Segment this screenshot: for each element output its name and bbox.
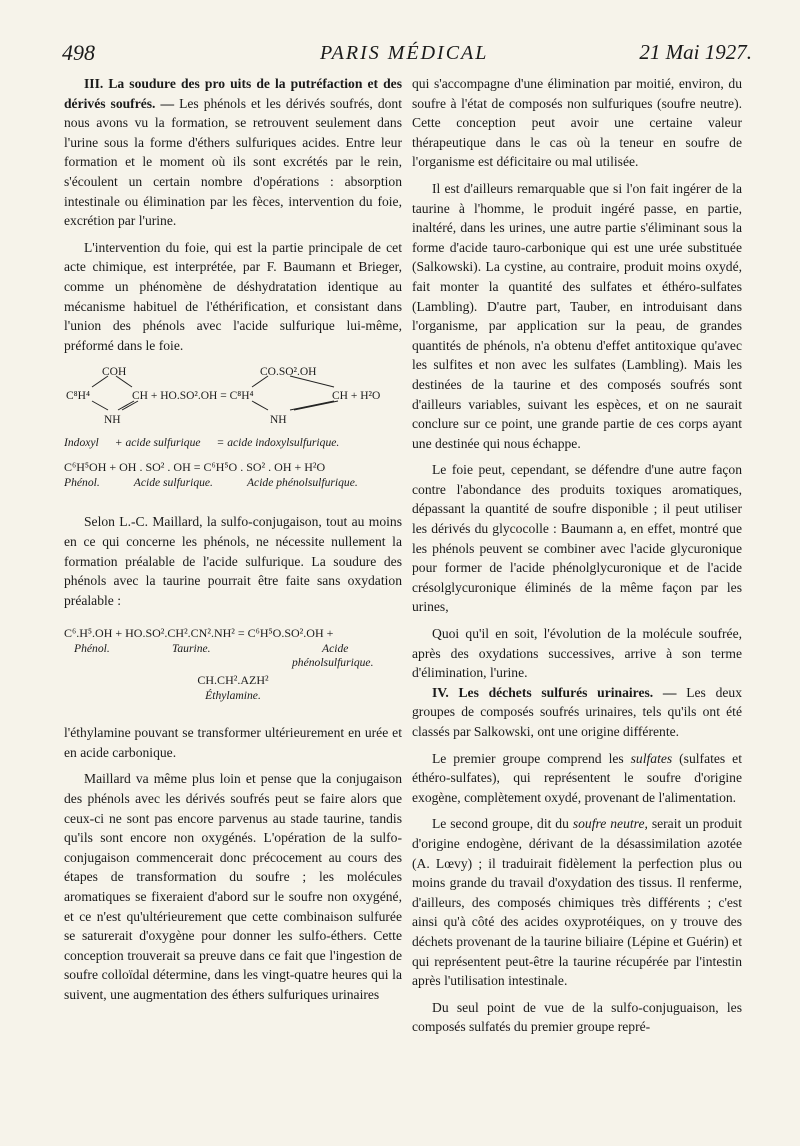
section-iv-text: Les deux groupes de composés soufrés urinaires, tels qu'ils ont été classés par Salkowski, ont une origine différente. bbox=[412, 684, 742, 739]
formula-c8h4-left: C⁸H⁴ bbox=[66, 390, 90, 403]
indoxyl-structural-formula bbox=[64, 363, 402, 435]
second-group-text-b: serait un produit d'origine endogène, dérivant de la désassimilation azotée (A. Lœvy) ; il traduirait fidèlement la perfection plus ou moins grande du travail d'oxydation des tissus. Il renferme, d'ailleurs, des composés chimiques très différents ; c'est ainsi qu'à côté des acides oxyprotéiques, on y trouve des déchets provenant de la taurine biliaire (Lépine et Guérin) et qui représentent peut-être la taurine récupérée par l'intestin après l'utilisation intestinale. bbox=[412, 816, 742, 989]
formula-ch-h2o: CH + H²O bbox=[332, 390, 381, 403]
journal-title: PARIS MÉDICAL bbox=[320, 42, 489, 64]
maillard-paragraph: Selon L.-C. Maillard, la sulfo-conjugaison, tout au moins en ce qui concerne les phénols, ne nécessite nullement la formation préalable de l'acide sulfurique. La soudure des phénols avec la taurine pourrait être faite sans oxydation préalable : bbox=[64, 514, 402, 608]
caption-phenolsulfurique: phénolsulfurique. bbox=[292, 656, 374, 670]
section-iii-text: Les phénols et les dérivés soufrés, dont nous avons vu la formation, se retrouvent seulement dans l'urine sous la forme d'éthers sulfuriques acides. Entre leur formation et le moment où ils sont excrétés par le rein, s'écoulent un certain nombre d'opérations : absorption intestinale ou élimination par les fèces, intervention du foie, excrétion par l'urine. bbox=[64, 95, 402, 229]
formula-nh-left: NH bbox=[104, 414, 121, 427]
caption-acide: Acide bbox=[322, 642, 349, 656]
second-group-text-a: Le second groupe, dit du bbox=[432, 816, 569, 832]
section-iii-paragraph bbox=[64, 74, 402, 231]
taurine-formula: C⁶.H⁵.OH + HO.SO².CH².CN².NH² = C⁶H⁵O.SO².OH + bbox=[64, 626, 334, 641]
caption-phenol: Phénol. bbox=[64, 476, 100, 490]
section-iii-heading: III. La soudure des pro uits de la putréfaction et des dérivés soufrés. — bbox=[64, 76, 402, 111]
ethylamine-caption: Éthylamine. bbox=[205, 689, 261, 703]
ethylamine-paragraph: l'éthylamine pouvant se transformer ultérieurement en urée et en acide carbonique. bbox=[64, 725, 402, 760]
phenol-formula: C⁶H⁵OH + OH . SO² . OH = C⁶H⁵O . SO² . OH + H²O bbox=[64, 460, 326, 475]
liver-paragraph: L'intervention du foie, qui est la partie principale de cet acte chimique, est interprétée, par F. Baumann et Brieger, comme un phénomène de déshydratation identique au mécanisme habituel de l'éthérification, et consistant dans l'union des phénols avec l'acide sulfurique lui-même, préformé dans le foie. bbox=[64, 239, 402, 353]
second-group-paragraph bbox=[412, 814, 742, 990]
first-group-sulfates: sulfates bbox=[630, 750, 673, 766]
final-paragraph: Du seul point de vue de la sulfo-conjuguaison, les composés sulfatés du premier groupe repré- bbox=[412, 999, 742, 1035]
first-group-paragraph bbox=[412, 749, 742, 808]
taurine-caption bbox=[64, 641, 402, 671]
caption-indoxyl: Indoxyl bbox=[64, 436, 99, 450]
page-number: 498 bbox=[62, 40, 95, 65]
formula-nh-right: NH bbox=[270, 414, 287, 427]
caption-plus-acid: + acide sulfurique bbox=[114, 436, 201, 450]
taurine-paragraph: Il est d'ailleurs remarquable que si l'on fait ingérer de la taurine à l'homme, le produit ingéré passe, en partie, inaltéré, dans les urines, une autre partie s'éliminant sous la forme d'acide tauro-carbonique qui est une urée substituée (Salkowski). La cystine, au contraire, produit moins oxydé, fait monter la quantité des sulfates et éthéro-sulfates (Lambling). D'autre part, Tauber, en introduisant dans l'organisme, par application sur la peau, de grandes quantités de phénols, n'a obtenu d'effet antitoxique qu'avec les sulfites et non avec les sulfates (Lambling). Mais les destinées de la taurine et des composés soufrés sont d'ailleurs variables, suivant les espèces, et on ne saurait conclure sur ce point, une grande partie de ces corps ayant une destinée qui nous échappe. bbox=[412, 180, 742, 451]
caption-phenolsulfuric: Acide phénolsulfurique. bbox=[246, 476, 358, 490]
section-iv-paragraph bbox=[412, 683, 742, 742]
indoxyl-caption bbox=[64, 435, 402, 450]
right-column bbox=[412, 74, 742, 1037]
first-group-text-a: Le premier groupe comprend les bbox=[432, 750, 624, 766]
phenol-caption bbox=[64, 475, 402, 490]
caption-indoxylsulfuric: = acide indoxylsulfurique. bbox=[216, 436, 340, 450]
second-group-soufre-neutre: soufre neutre, bbox=[572, 816, 648, 832]
issue-date: 21 Mai 1927. bbox=[639, 40, 752, 64]
formula-coso: CO.SO².OH bbox=[260, 366, 317, 379]
continued-paragraph: qui s'accompagne d'une élimination par moitié, environ, du soufre à l'état de composés non sulfuriques (soufre neutre). Cette conception peut avoir une certaine valeur thérapeutique dans le cas où la teneur en soufre de l'organisme est déficitaire ou mal utilisée. bbox=[412, 76, 742, 170]
ethylamine-formula: CH.CH².AZH² bbox=[197, 673, 269, 688]
molecule-evolution-paragraph: Quoi qu'il en soit, l'évolution de la molécule soufrée, après des oxydations successives, arrive à son terme d'élimination, l'urine. bbox=[412, 626, 742, 681]
maillard-further-paragraph: Maillard va même plus loin et pense que la conjugaison des phénols avec les dérivés soufrés peut se faire alors que ceux-ci ne sont pas encore parvenus au stade taurine, tandis qu'ils sont encore non oxygénés. L'opération de la sulfo-conjugaison commencerait donc précocement au cours des étapes de transformation du soufre ; les molécules aromatiques se fixeraient d'abord sur le soufre non oxygéné, et ce n'est qu'ultérieurement que cette combinaison sulfurée se saturerait d'oxygène pour donner les sulfo-éthers. Cette conception trouverait sa preuve dans ce fait que l'ingestion de soufre colloïdal détermine, dans les vingt-quatre heures qui la suivent, une augmentation des éthers sulfuriques urinaires bbox=[64, 771, 402, 1002]
first-group-text-b: (sulfates et éthéro-sulfates), qui représentent le soufre d'origine exogène, complètement oxydé, provenant de l'alimentation. bbox=[412, 750, 742, 805]
left-column bbox=[64, 74, 402, 1005]
caption-phenol-2: Phénol. bbox=[74, 642, 110, 656]
formula-ch-plus: CH + HO.SO².OH = C⁸H⁴ bbox=[132, 390, 254, 403]
formula-coh: COH bbox=[102, 366, 127, 379]
liver-defense-paragraph: Le foie peut, cependant, se défendre d'une autre façon contre l'abondance des produits toxiques aromatiques, dépassant la quantité de soufre disponible ; il peut utiliser les dérivés du glycocolle : Baumann a, en effet, montré que les phénols peuvent se combiner avec l'acide glycuronique pour former de l'acide phénolglycuronique et de l'acide crésolglycuronique éliminés de la même façon par les urines, bbox=[412, 462, 742, 615]
caption-sulfuric: Acide sulfurique. bbox=[133, 476, 213, 490]
caption-taurine: Taurine. bbox=[172, 642, 211, 656]
section-iv-heading: IV. Les déchets sulfurés urinaires. — bbox=[432, 684, 677, 700]
